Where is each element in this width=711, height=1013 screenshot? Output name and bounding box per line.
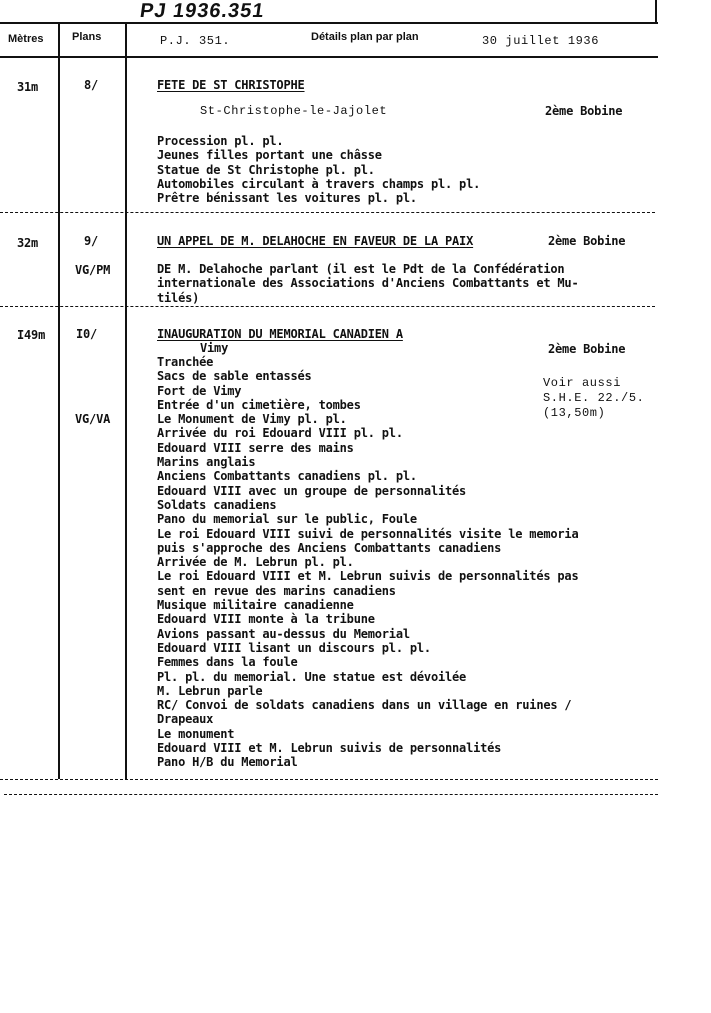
shot-line: Le monument (157, 726, 235, 741)
shot-line: Soldats canadiens (157, 497, 277, 512)
shot-line: Le Monument de Vimy pl. pl. (157, 412, 347, 427)
shot-line: Sacs de sable entassés (157, 369, 312, 384)
shot-line: Arrivée de M. Lebrun pl. pl. (157, 555, 354, 570)
shot-line: Procession pl. pl. (157, 134, 284, 148)
shot-line: Prêtre bénissant les voitures pl. pl. (157, 191, 417, 206)
entry-metres: 32m (17, 236, 39, 250)
see-also-line: (13,50m) (543, 406, 606, 420)
right-tick (655, 0, 657, 24)
header-rule (0, 56, 658, 58)
see-also-line: Voir aussi (543, 376, 622, 390)
shot-line: Femmes dans la foule (157, 655, 298, 670)
bottom-separator (4, 794, 658, 795)
shot-list (157, 262, 578, 305)
entry-place: St-Christophe-le-Jajolet (200, 104, 388, 118)
handwritten-reference: PJ 1936.351 (138, 0, 267, 22)
shot-line: Pl. pl. du memorial. Une statue est dévoilée (157, 669, 467, 684)
entry-metres: I49m (17, 328, 46, 342)
shot-line: Avions passant au-dessus du Memorial (157, 626, 410, 641)
entry-reel: 2ème Bobine (548, 342, 626, 356)
shot-line: Musique militaire canadienne (157, 598, 354, 613)
shot-line: Jeunes filles portant une châsse (157, 148, 382, 163)
top-rule (0, 22, 658, 24)
header-details: Détails plan par plan (311, 31, 419, 43)
column-divider-2 (125, 24, 127, 779)
entry-plans-sub: VG/VA (75, 412, 111, 426)
shot-line: Automobiles circulant à travers champs pl. pl. (157, 176, 481, 191)
header-reference: P.J. 351. (160, 34, 231, 48)
shot-line: Le roi Edouard VIII et M. Lebrun suivis de personnalités pas (157, 569, 579, 584)
shot-line: Edouard VIII avec un groupe de personnalités (157, 483, 467, 498)
entry-separator (0, 212, 655, 213)
shot-line: Statue de St Christophe pl. pl. (157, 162, 375, 177)
shot-line: Pano du memorial sur le public, Foule (157, 512, 417, 527)
shot-line: Edouard VIII serre des mains (157, 440, 354, 455)
shot-line: Arrivée du roi Edouard VIII pl. pl. (157, 426, 403, 441)
shot-line: DE M. Delahoche parlant (il est le Pdt de la Confédération (157, 262, 565, 276)
shot-line: Tranchée (157, 355, 214, 369)
shot-line: RC/ Convoi de soldats canadiens dans un village en ruines / (157, 698, 572, 713)
shot-line: Anciens Combattants canadiens pl. pl. (157, 469, 417, 484)
shot-line: puis s'approche des Anciens Combattants canadiens (157, 540, 502, 555)
entry-metres: 31m (17, 80, 39, 94)
entry-reel: 2ème Bobine (548, 234, 626, 248)
shot-line: Pano H/B du Memorial (157, 755, 298, 770)
entry-plans: 8/ (84, 78, 99, 92)
entry-title: UN APPEL DE M. DELAHOCHE EN FAVEUR DE LA PAIX (157, 234, 474, 248)
header-plans: Plans (72, 31, 102, 43)
entry-title: INAUGURATION DU MEMORIAL CANADIEN A (157, 327, 403, 341)
entry-plans: 9/ (84, 234, 99, 248)
see-also-line: S.H.E. 22./5. (543, 391, 645, 405)
shot-line: Drapeaux (157, 712, 214, 727)
column-divider-1 (58, 24, 60, 779)
header-metres: Mètres (8, 33, 44, 45)
entry-reel: 2ème Bobine (545, 104, 623, 118)
shot-line: Entrée d'un cimetière, tombes (157, 397, 361, 412)
shot-line: Edouard VIII monte à la tribune (157, 612, 375, 627)
shot-line: Edouard VIII lisant un discours pl. pl. (157, 640, 431, 655)
entry-plans: I0/ (76, 327, 98, 341)
entry-title: FETE DE ST CHRISTOPHE (157, 78, 305, 92)
shot-list (157, 355, 578, 770)
shot-line: Edouard VIII et M. Lebrun suivis de personnalités (157, 741, 502, 756)
shot-list (157, 134, 480, 205)
shot-line: sent en revue des marins canadiens (157, 583, 396, 598)
shot-line: M. Lebrun parle (157, 683, 263, 698)
shot-line: Fort de Vimy (157, 383, 242, 398)
shot-line: Marins anglais (157, 455, 256, 470)
shot-line: internationale des Associations d'Anciens Combattants et Mu- (157, 276, 579, 291)
entry-separator (0, 306, 655, 307)
entry-separator (0, 779, 658, 780)
entry-plans-sub: VG/PM (75, 263, 111, 277)
shot-line: Le roi Edouard VIII suivi de personnalités visite le memoria (157, 526, 579, 541)
shot-line: tilés) (157, 290, 200, 305)
entry-place: Vimy (200, 341, 229, 355)
header-date: 30 juillet 1936 (482, 34, 600, 48)
